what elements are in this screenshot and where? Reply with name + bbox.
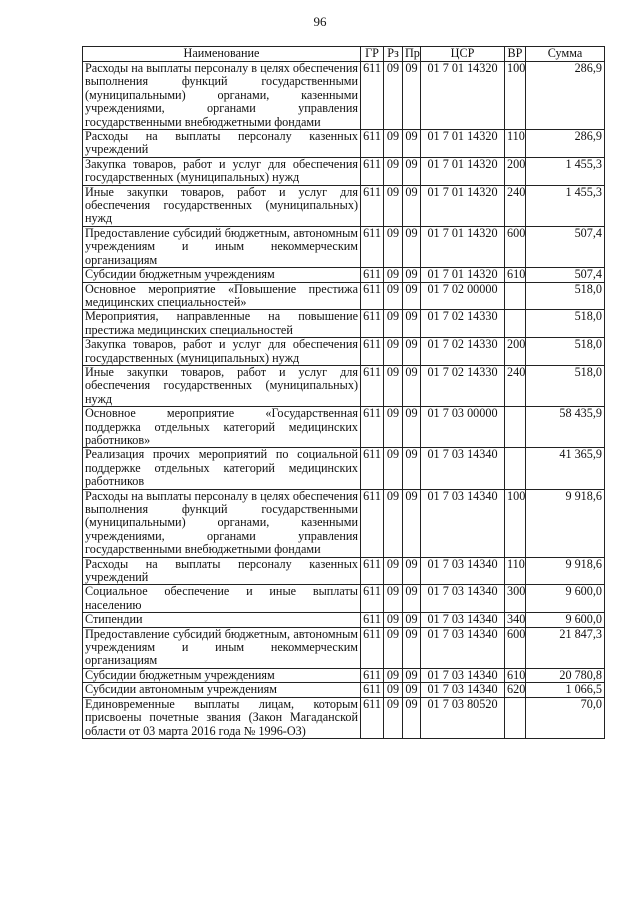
row-sum: 1 066,5 — [526, 683, 605, 697]
row-pr: 09 — [403, 185, 421, 226]
row-gr: 611 — [361, 448, 384, 489]
table-header-row — [83, 47, 605, 62]
column-header-csr: ЦСР — [421, 47, 505, 62]
row-sum: 58 435,9 — [526, 407, 605, 448]
column-header-gr: ГР — [361, 47, 384, 62]
row-csr: 01 7 03 14340 — [421, 627, 505, 668]
row-pr: 09 — [403, 338, 421, 366]
row-name: Расходы на выплаты персоналу в целях обеспечения выполнения функций государственными (муниципальными) органами, казенными учреждениями, органами управления государственными внебюджетными фондами — [83, 489, 361, 557]
row-rz: 09 — [384, 407, 403, 448]
row-pr: 09 — [403, 365, 421, 406]
row-pr: 09 — [403, 130, 421, 158]
table-row — [83, 310, 605, 338]
row-rz: 09 — [384, 668, 403, 682]
row-gr: 611 — [361, 489, 384, 557]
table-row — [83, 62, 605, 130]
row-vr — [505, 697, 526, 738]
row-name: Иные закупки товаров, работ и услуг для обеспечения государственных (муниципальных) нужд — [83, 185, 361, 226]
row-pr: 09 — [403, 448, 421, 489]
table-row — [83, 627, 605, 668]
row-name: Стипендии — [83, 613, 361, 627]
row-vr: 100 — [505, 489, 526, 557]
table-body — [83, 62, 605, 739]
row-rz: 09 — [384, 697, 403, 738]
table-row — [83, 157, 605, 185]
table-row — [83, 557, 605, 585]
column-header-pr: Пр — [403, 47, 421, 62]
row-vr: 610 — [505, 668, 526, 682]
row-csr: 01 7 01 14320 — [421, 185, 505, 226]
row-sum: 286,9 — [526, 62, 605, 130]
table-row — [83, 226, 605, 267]
row-gr: 611 — [361, 282, 384, 310]
row-sum: 9 918,6 — [526, 557, 605, 585]
row-sum: 1 455,3 — [526, 185, 605, 226]
row-pr: 09 — [403, 613, 421, 627]
table-row — [83, 185, 605, 226]
table-row — [83, 407, 605, 448]
table-row — [83, 489, 605, 557]
row-rz: 09 — [384, 130, 403, 158]
row-name: Мероприятия, направленные на повышение престижа медицинских специальностей — [83, 310, 361, 338]
row-rz: 09 — [384, 585, 403, 613]
row-csr: 01 7 02 14330 — [421, 310, 505, 338]
row-sum: 518,0 — [526, 338, 605, 366]
row-csr: 01 7 01 14320 — [421, 157, 505, 185]
row-name: Расходы на выплаты персоналу казенных учреждений — [83, 557, 361, 585]
row-csr: 01 7 03 14340 — [421, 585, 505, 613]
row-pr: 09 — [403, 282, 421, 310]
row-name: Субсидии бюджетным учреждениям — [83, 268, 361, 282]
row-sum: 1 455,3 — [526, 157, 605, 185]
column-header-vr: ВР — [505, 47, 526, 62]
row-vr: 600 — [505, 226, 526, 267]
row-rz: 09 — [384, 185, 403, 226]
row-rz: 09 — [384, 683, 403, 697]
row-name: Субсидии бюджетным учреждениям — [83, 668, 361, 682]
table-row — [83, 338, 605, 366]
row-gr: 611 — [361, 226, 384, 267]
row-name: Единовременные выплаты лицам, которым присвоены почетные звания (Закон Магаданской области от 03 марта 2016 года № 1996-ОЗ) — [83, 697, 361, 738]
row-sum: 518,0 — [526, 282, 605, 310]
row-sum: 518,0 — [526, 365, 605, 406]
row-sum: 70,0 — [526, 697, 605, 738]
row-gr: 611 — [361, 268, 384, 282]
row-rz: 09 — [384, 338, 403, 366]
row-gr: 611 — [361, 310, 384, 338]
row-vr — [505, 407, 526, 448]
row-name: Основное мероприятие «Повышение престижа медицинских специальностей» — [83, 282, 361, 310]
row-sum: 21 847,3 — [526, 627, 605, 668]
row-gr: 611 — [361, 613, 384, 627]
row-vr: 110 — [505, 130, 526, 158]
row-name: Закупка товаров, работ и услуг для обеспечения государственных (муниципальных) нужд — [83, 157, 361, 185]
row-pr: 09 — [403, 62, 421, 130]
row-csr: 01 7 02 14330 — [421, 338, 505, 366]
row-pr: 09 — [403, 585, 421, 613]
table-row — [83, 697, 605, 738]
row-rz: 09 — [384, 557, 403, 585]
row-vr: 240 — [505, 365, 526, 406]
row-pr: 09 — [403, 668, 421, 682]
table-row — [83, 448, 605, 489]
row-sum: 9 918,6 — [526, 489, 605, 557]
row-vr: 110 — [505, 557, 526, 585]
row-vr: 100 — [505, 62, 526, 130]
row-pr: 09 — [403, 407, 421, 448]
column-header-sum: Сумма — [526, 47, 605, 62]
row-pr: 09 — [403, 226, 421, 267]
row-rz: 09 — [384, 62, 403, 130]
row-pr: 09 — [403, 157, 421, 185]
table-row — [83, 668, 605, 682]
row-vr: 600 — [505, 627, 526, 668]
row-csr: 01 7 02 00000 — [421, 282, 505, 310]
row-rz: 09 — [384, 489, 403, 557]
row-sum: 507,4 — [526, 268, 605, 282]
row-gr: 611 — [361, 683, 384, 697]
row-sum: 9 600,0 — [526, 585, 605, 613]
row-rz: 09 — [384, 282, 403, 310]
page-number: 96 — [313, 14, 327, 29]
row-rz: 09 — [384, 157, 403, 185]
row-csr: 01 7 01 14320 — [421, 130, 505, 158]
row-pr: 09 — [403, 697, 421, 738]
row-csr: 01 7 03 14340 — [421, 489, 505, 557]
row-name: Закупка товаров, работ и услуг для обеспечения государственных (муниципальных) нужд — [83, 338, 361, 366]
row-rz: 09 — [384, 365, 403, 406]
row-vr: 620 — [505, 683, 526, 697]
row-csr: 01 7 03 14340 — [421, 613, 505, 627]
row-csr: 01 7 01 14320 — [421, 268, 505, 282]
row-sum: 518,0 — [526, 310, 605, 338]
budget-table — [82, 46, 605, 739]
row-csr: 01 7 03 14340 — [421, 557, 505, 585]
table-row — [83, 683, 605, 697]
row-csr: 01 7 03 14340 — [421, 668, 505, 682]
row-gr: 611 — [361, 585, 384, 613]
row-vr: 200 — [505, 157, 526, 185]
row-vr: 340 — [505, 613, 526, 627]
row-name: Реализация прочих мероприятий по социальной поддержке отдельных категорий медицинских работников — [83, 448, 361, 489]
row-gr: 611 — [361, 157, 384, 185]
row-rz: 09 — [384, 613, 403, 627]
row-name: Расходы на выплаты персоналу в целях обеспечения выполнения функций государственными (муниципальными) органами, казенными учреждениями, органами управления государственными внебюджетными фондами — [83, 62, 361, 130]
row-csr: 01 7 01 14320 — [421, 62, 505, 130]
row-vr — [505, 448, 526, 489]
row-sum: 286,9 — [526, 130, 605, 158]
row-vr: 300 — [505, 585, 526, 613]
row-pr: 09 — [403, 310, 421, 338]
row-csr: 01 7 03 14340 — [421, 448, 505, 489]
row-sum: 41 365,9 — [526, 448, 605, 489]
row-vr — [505, 310, 526, 338]
row-vr — [505, 282, 526, 310]
row-name: Расходы на выплаты персоналу казенных учреждений — [83, 130, 361, 158]
row-gr: 611 — [361, 365, 384, 406]
row-csr: 01 7 03 80520 — [421, 697, 505, 738]
row-sum: 507,4 — [526, 226, 605, 267]
row-rz: 09 — [384, 448, 403, 489]
table-row — [83, 268, 605, 282]
table-row — [83, 613, 605, 627]
row-vr: 200 — [505, 338, 526, 366]
row-gr: 611 — [361, 668, 384, 682]
row-pr: 09 — [403, 627, 421, 668]
row-gr: 611 — [361, 338, 384, 366]
row-name: Иные закупки товаров, работ и услуг для обеспечения государственных (муниципальных) нужд — [83, 365, 361, 406]
row-name: Предоставление субсидий бюджетным, автономным учреждениям и иным некоммерческим организациям — [83, 627, 361, 668]
row-vr: 610 — [505, 268, 526, 282]
row-gr: 611 — [361, 557, 384, 585]
table-row — [83, 585, 605, 613]
row-csr: 01 7 02 14330 — [421, 365, 505, 406]
row-vr: 240 — [505, 185, 526, 226]
row-rz: 09 — [384, 268, 403, 282]
row-csr: 01 7 03 00000 — [421, 407, 505, 448]
row-name: Основное мероприятие «Государственная поддержка отдельных категорий медицинских работников» — [83, 407, 361, 448]
table-row — [83, 365, 605, 406]
row-name: Субсидии автономным учреждениям — [83, 683, 361, 697]
row-rz: 09 — [384, 627, 403, 668]
row-csr: 01 7 01 14320 — [421, 226, 505, 267]
row-sum: 20 780,8 — [526, 668, 605, 682]
row-gr: 611 — [361, 185, 384, 226]
row-rz: 09 — [384, 310, 403, 338]
row-name: Социальное обеспечение и иные выплаты населению — [83, 585, 361, 613]
row-gr: 611 — [361, 407, 384, 448]
column-header-rz: Рз — [384, 47, 403, 62]
table-row — [83, 130, 605, 158]
row-rz: 09 — [384, 226, 403, 267]
row-sum: 9 600,0 — [526, 613, 605, 627]
row-gr: 611 — [361, 627, 384, 668]
row-pr: 09 — [403, 489, 421, 557]
row-pr: 09 — [403, 557, 421, 585]
row-gr: 611 — [361, 697, 384, 738]
row-pr: 09 — [403, 268, 421, 282]
row-gr: 611 — [361, 130, 384, 158]
table-row — [83, 282, 605, 310]
row-name: Предоставление субсидий бюджетным, автономным учреждениям и иным некоммерческим организациям — [83, 226, 361, 267]
row-pr: 09 — [403, 683, 421, 697]
row-gr: 611 — [361, 62, 384, 130]
row-csr: 01 7 03 14340 — [421, 683, 505, 697]
column-header-name: Наименование — [83, 47, 361, 62]
